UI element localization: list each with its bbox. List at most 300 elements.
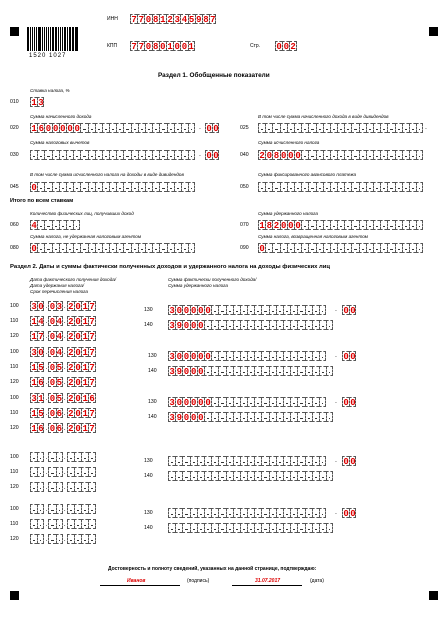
calculated-tax-field-040[interactable] xyxy=(258,150,423,160)
code-120: 120 xyxy=(10,484,19,490)
char-cell xyxy=(59,150,66,160)
char-cell xyxy=(416,123,423,133)
char-cell xyxy=(287,243,294,253)
char-cell: 3 xyxy=(169,367,175,377)
char-cell xyxy=(109,243,116,253)
char-cell xyxy=(56,482,63,492)
char-cell: 0 xyxy=(276,42,282,52)
char-cell xyxy=(254,320,261,330)
char-cell: 1 xyxy=(31,378,37,388)
char-cell: 3 xyxy=(174,15,180,25)
char-cell xyxy=(301,150,308,160)
char-cell xyxy=(204,366,211,376)
char-cell: 3 xyxy=(56,302,62,312)
date-field-100[interactable] xyxy=(30,347,96,357)
char-cell xyxy=(283,305,290,315)
rate-label: Ставка налога, % xyxy=(30,88,70,93)
date-field-110[interactable] xyxy=(30,408,96,418)
date-separator: . xyxy=(45,379,48,386)
code-090: 090 xyxy=(240,245,249,251)
withheld-tax-field-070[interactable] xyxy=(258,220,423,230)
char-cell xyxy=(37,467,44,477)
code-140: 140 xyxy=(144,473,153,479)
char-cell xyxy=(416,150,423,160)
code-130: 130 xyxy=(144,458,153,464)
char-cell xyxy=(261,366,268,376)
char-cell: 7 xyxy=(89,378,95,388)
char-cell: 0 xyxy=(183,321,190,331)
income-field-130[interactable] xyxy=(168,305,326,315)
dividend-tax-field-045[interactable] xyxy=(30,182,195,192)
char-cell xyxy=(138,243,145,253)
char-cell xyxy=(240,508,247,518)
char-cell: 3 xyxy=(169,352,175,362)
withheld-field-140[interactable] xyxy=(168,412,333,422)
char-cell xyxy=(344,150,351,160)
decimal-point: . xyxy=(335,352,337,359)
char-cell xyxy=(312,471,319,481)
char-cell xyxy=(380,123,387,133)
char-cell: 0 xyxy=(31,183,37,193)
date-separator: . xyxy=(63,318,66,325)
char-cell xyxy=(211,366,218,376)
char-cell: 0 xyxy=(283,42,289,52)
barcode-bar xyxy=(36,27,37,51)
char-cell xyxy=(416,220,423,230)
income-field-020[interactable] xyxy=(30,123,195,133)
date-field-100[interactable] xyxy=(30,301,96,311)
corner-marker xyxy=(10,591,19,600)
rate-field[interactable] xyxy=(30,97,44,107)
label-060: Количество физических лиц, получивших доход xyxy=(30,211,134,216)
char-cell xyxy=(297,320,304,330)
char-cell xyxy=(337,123,344,133)
char-cell xyxy=(261,412,268,422)
char-cell: 0 xyxy=(75,302,81,312)
char-cell xyxy=(330,243,337,253)
char-cell xyxy=(174,243,181,253)
page-label: Стр. xyxy=(250,43,261,49)
decimal-point: . xyxy=(335,509,337,516)
char-cell xyxy=(226,351,233,361)
char-cell xyxy=(247,456,254,466)
date-separator: . xyxy=(45,303,48,310)
char-cell xyxy=(204,508,211,518)
label-070: Сумма удержанного налога xyxy=(258,211,318,216)
char-cell xyxy=(44,150,51,160)
char-cell: 0 xyxy=(181,42,188,52)
char-cell xyxy=(290,456,297,466)
char-cell xyxy=(351,243,358,253)
char-cell xyxy=(181,243,188,253)
char-cell: 0 xyxy=(176,306,182,316)
barcode-bar xyxy=(38,27,41,51)
code-040: 040 xyxy=(240,152,249,158)
char-cell xyxy=(131,150,138,160)
date-field-120[interactable] xyxy=(30,534,96,544)
inn-field[interactable] xyxy=(130,14,216,24)
char-cell: 0 xyxy=(75,424,81,434)
char-cell: 0 xyxy=(49,302,56,312)
char-cell: 8 xyxy=(203,15,209,25)
decimal-point: . xyxy=(199,124,201,131)
date-field-100[interactable] xyxy=(30,393,96,403)
char-cell xyxy=(218,523,225,533)
char-cell xyxy=(294,243,301,253)
char-cell xyxy=(276,412,283,422)
char-cell xyxy=(276,320,283,330)
char-cell: 0 xyxy=(160,42,166,52)
kopecks-field-130[interactable] xyxy=(342,456,356,466)
char-cell: 7 xyxy=(138,42,144,52)
char-cell xyxy=(30,519,37,529)
char-cell: 1 xyxy=(82,394,88,404)
char-cell xyxy=(159,123,166,133)
char-cell xyxy=(312,456,319,466)
kpp-field[interactable] xyxy=(130,41,195,51)
char-cell xyxy=(265,123,272,133)
char-cell xyxy=(95,243,102,253)
char-cell xyxy=(254,397,261,407)
char-cell xyxy=(226,320,233,330)
char-cell xyxy=(159,150,166,160)
char-cell xyxy=(74,519,81,529)
char-cell xyxy=(301,220,308,230)
date-field-100[interactable] xyxy=(30,504,96,514)
char-cell xyxy=(168,471,175,481)
char-cell xyxy=(344,220,351,230)
char-cell xyxy=(247,305,254,315)
char-cell: 0 xyxy=(190,367,197,377)
date-field-110[interactable] xyxy=(30,316,96,326)
char-cell xyxy=(416,243,423,253)
char-cell xyxy=(301,182,308,192)
date-field-100[interactable] xyxy=(30,452,96,462)
char-cell: 0 xyxy=(183,398,190,408)
char-cell xyxy=(254,508,261,518)
char-cell: 0 xyxy=(198,321,204,331)
char-cell xyxy=(211,412,218,422)
char-cell: 0 xyxy=(190,306,197,316)
char-cell xyxy=(30,482,37,492)
char-cell: 3 xyxy=(169,306,175,316)
confirmation-text: Достоверность и полноту сведений, указанных на данной странице, подтверждаю: xyxy=(108,566,317,572)
deductions-field-030[interactable] xyxy=(30,150,195,160)
char-cell xyxy=(308,150,315,160)
char-cell: 1 xyxy=(82,317,88,327)
char-cell xyxy=(204,523,211,533)
char-cell: 7 xyxy=(38,332,44,342)
char-cell xyxy=(233,456,240,466)
date-field-120[interactable] xyxy=(30,423,96,433)
char-cell: 0 xyxy=(183,413,190,423)
withheld-field-140[interactable] xyxy=(168,366,333,376)
char-cell: 1 xyxy=(82,409,88,419)
char-cell xyxy=(218,305,225,315)
barcode-bar xyxy=(32,27,33,51)
date-field-110[interactable] xyxy=(30,467,96,477)
income-field-130[interactable] xyxy=(168,456,326,466)
char-cell xyxy=(294,182,301,192)
char-cell: 3 xyxy=(31,348,37,358)
char-cell xyxy=(261,508,268,518)
char-cell xyxy=(37,182,44,192)
income-field-130[interactable] xyxy=(168,351,326,361)
signer-name[interactable]: Иванов xyxy=(127,578,146,584)
char-cell xyxy=(48,519,55,529)
char-cell: 8 xyxy=(152,15,159,25)
char-cell xyxy=(344,243,351,253)
char-cell xyxy=(254,305,261,315)
code-140: 140 xyxy=(144,525,153,531)
char-cell xyxy=(218,471,225,481)
char-cell: 4 xyxy=(56,317,62,327)
char-cell xyxy=(102,123,109,133)
char-cell xyxy=(152,182,159,192)
char-cell xyxy=(319,320,326,330)
char-cell: 5 xyxy=(38,363,44,373)
date-separator: . xyxy=(45,395,48,402)
char-cell xyxy=(280,243,287,253)
kopecks-field-130[interactable] xyxy=(342,397,356,407)
withheld-field-140[interactable] xyxy=(168,320,333,330)
char-cell: 0 xyxy=(190,413,197,423)
char-cell xyxy=(52,220,59,230)
char-cell xyxy=(226,508,233,518)
char-cell: 6 xyxy=(56,409,62,419)
char-cell xyxy=(247,320,254,330)
char-cell xyxy=(373,123,380,133)
section2-title: Раздел 2. Даты и суммы фактически полученных доходов и удержанного налога на доходы физических лиц xyxy=(10,264,330,270)
col-head-dates-2: Дата удержания налога/ xyxy=(30,283,85,288)
char-cell xyxy=(145,123,152,133)
char-cell: 2 xyxy=(167,15,173,25)
char-cell xyxy=(188,123,195,133)
returned-tax-field-090[interactable] xyxy=(258,243,423,253)
date-field-110[interactable] xyxy=(30,362,96,372)
char-cell xyxy=(326,523,333,533)
char-cell: 0 xyxy=(266,151,272,161)
char-cell xyxy=(188,243,195,253)
char-cell: 9 xyxy=(176,321,182,331)
char-cell xyxy=(283,508,290,518)
char-cell xyxy=(95,123,102,133)
char-cell xyxy=(276,508,283,518)
label-030: Сумма налоговых вычетов xyxy=(30,140,90,145)
code-120: 120 xyxy=(10,425,19,431)
char-cell xyxy=(276,351,283,361)
char-cell: 0 xyxy=(213,151,219,161)
barcode-bar xyxy=(52,27,54,51)
char-cell xyxy=(226,523,233,533)
date-label: (дата) xyxy=(310,578,324,584)
code-120: 120 xyxy=(10,333,19,339)
char-cell xyxy=(330,123,337,133)
char-cell xyxy=(261,471,268,481)
kpp-label: КПП xyxy=(107,43,118,49)
char-cell xyxy=(233,305,240,315)
char-cell: 6 xyxy=(38,378,44,388)
char-cell xyxy=(175,523,182,533)
char-cell xyxy=(52,182,59,192)
barcode-bar xyxy=(50,27,51,51)
char-cell xyxy=(233,320,240,330)
kopecks-field-130[interactable] xyxy=(342,351,356,361)
col-head-sums-2: Сумма удержанного налога xyxy=(168,283,228,288)
char-cell xyxy=(319,366,326,376)
char-cell xyxy=(240,456,247,466)
char-cell xyxy=(80,123,87,133)
date-field-120[interactable] xyxy=(30,482,96,492)
char-cell: 4 xyxy=(56,332,62,342)
char-cell xyxy=(88,243,95,253)
char-cell: 0 xyxy=(52,124,59,134)
char-cell xyxy=(395,123,402,133)
income-field-130[interactable] xyxy=(168,508,326,518)
char-cell xyxy=(197,471,204,481)
barcode-bar xyxy=(73,27,74,51)
withheld-field-140[interactable] xyxy=(168,471,333,481)
char-cell: 1 xyxy=(31,409,37,419)
char-cell xyxy=(88,504,95,514)
char-cell xyxy=(175,508,182,518)
char-cell xyxy=(145,182,152,192)
char-cell: 2 xyxy=(68,394,74,404)
kopecks-field-130[interactable] xyxy=(342,305,356,315)
char-cell xyxy=(37,519,44,529)
date-field-120[interactable] xyxy=(30,331,96,341)
code-130: 130 xyxy=(144,510,153,516)
char-cell: 5 xyxy=(56,378,62,388)
date-separator: . xyxy=(45,506,48,513)
char-cell: 1 xyxy=(259,221,265,231)
date-field-110[interactable] xyxy=(30,519,96,529)
kopecks-field-130[interactable] xyxy=(342,508,356,518)
char-cell: 2 xyxy=(273,221,280,231)
date-separator: . xyxy=(63,506,66,513)
not-withheld-field-080[interactable] xyxy=(30,243,195,253)
barcode-bar xyxy=(42,27,43,51)
char-cell xyxy=(337,182,344,192)
char-cell xyxy=(312,366,319,376)
char-cell xyxy=(159,182,166,192)
char-cell xyxy=(366,123,373,133)
char-cell xyxy=(265,182,272,192)
char-cell xyxy=(88,534,95,544)
date-separator: . xyxy=(45,469,48,476)
signature-date[interactable]: 31.07.2017 xyxy=(255,578,281,584)
char-cell xyxy=(247,397,254,407)
char-cell: 0 xyxy=(350,509,356,519)
char-cell xyxy=(301,123,308,133)
char-cell xyxy=(73,182,80,192)
char-cell xyxy=(233,397,240,407)
char-cell: 7 xyxy=(89,348,95,358)
char-cell xyxy=(283,320,290,330)
char-cell xyxy=(190,508,197,518)
char-cell xyxy=(123,182,130,192)
char-cell xyxy=(254,456,261,466)
char-cell xyxy=(211,523,218,533)
char-cell xyxy=(211,320,218,330)
char-cell xyxy=(138,123,145,133)
char-cell xyxy=(88,150,95,160)
withheld-field-140[interactable] xyxy=(168,523,333,533)
char-cell xyxy=(297,456,304,466)
page-number-field[interactable] xyxy=(275,41,297,51)
char-cell xyxy=(280,123,287,133)
char-cell: 0 xyxy=(38,302,44,312)
char-cell xyxy=(116,123,123,133)
date-field-120[interactable] xyxy=(30,377,96,387)
char-cell xyxy=(380,220,387,230)
char-cell xyxy=(67,534,74,544)
char-cell xyxy=(312,412,319,422)
char-cell xyxy=(81,467,88,477)
date-separator: . xyxy=(45,536,48,543)
dividend-income-field-025[interactable] xyxy=(258,123,423,133)
char-cell xyxy=(240,471,247,481)
char-cell xyxy=(254,471,261,481)
label-025: В том числе сумма начисленного дохода в виде дивидендов xyxy=(258,114,389,119)
decimal-point: . xyxy=(199,151,201,158)
char-cell xyxy=(326,471,333,481)
char-cell: 7 xyxy=(131,42,137,52)
kopecks-field-030[interactable] xyxy=(205,150,219,160)
char-cell xyxy=(305,471,312,481)
char-cell xyxy=(269,366,276,376)
char-cell xyxy=(181,123,188,133)
char-cell xyxy=(109,123,116,133)
barcode-bar xyxy=(64,27,66,51)
char-cell: 6 xyxy=(38,124,44,134)
char-cell xyxy=(131,123,138,133)
char-cell xyxy=(373,182,380,192)
persons-count-field-060[interactable] xyxy=(30,220,80,230)
char-cell xyxy=(297,351,304,361)
date-separator: . xyxy=(63,484,66,491)
char-cell: 0 xyxy=(176,352,182,362)
char-cell xyxy=(182,508,189,518)
fixed-advance-field-050[interactable] xyxy=(258,182,423,192)
char-cell: 0 xyxy=(75,363,81,373)
income-field-130[interactable] xyxy=(168,397,326,407)
char-cell xyxy=(316,123,323,133)
char-cell xyxy=(44,182,51,192)
char-cell xyxy=(37,504,44,514)
char-cell xyxy=(402,150,409,160)
char-cell: 1 xyxy=(167,42,173,52)
char-cell xyxy=(297,305,304,315)
char-cell xyxy=(152,150,159,160)
char-cell: 9 xyxy=(176,367,182,377)
char-cell xyxy=(366,220,373,230)
char-cell: 0 xyxy=(205,352,211,362)
col-head-dates-1: Дата фактического получения дохода/ xyxy=(30,277,117,282)
date-separator: . xyxy=(45,410,48,417)
kopecks-field-020[interactable] xyxy=(205,123,219,133)
barcode-bar xyxy=(72,27,73,51)
char-cell xyxy=(319,412,326,422)
char-cell: 5 xyxy=(38,409,44,419)
char-cell xyxy=(269,351,276,361)
char-cell: 0 xyxy=(213,124,219,134)
char-cell xyxy=(312,305,319,315)
char-cell xyxy=(233,366,240,376)
char-cell xyxy=(283,412,290,422)
char-cell xyxy=(254,412,261,422)
char-cell xyxy=(269,523,276,533)
